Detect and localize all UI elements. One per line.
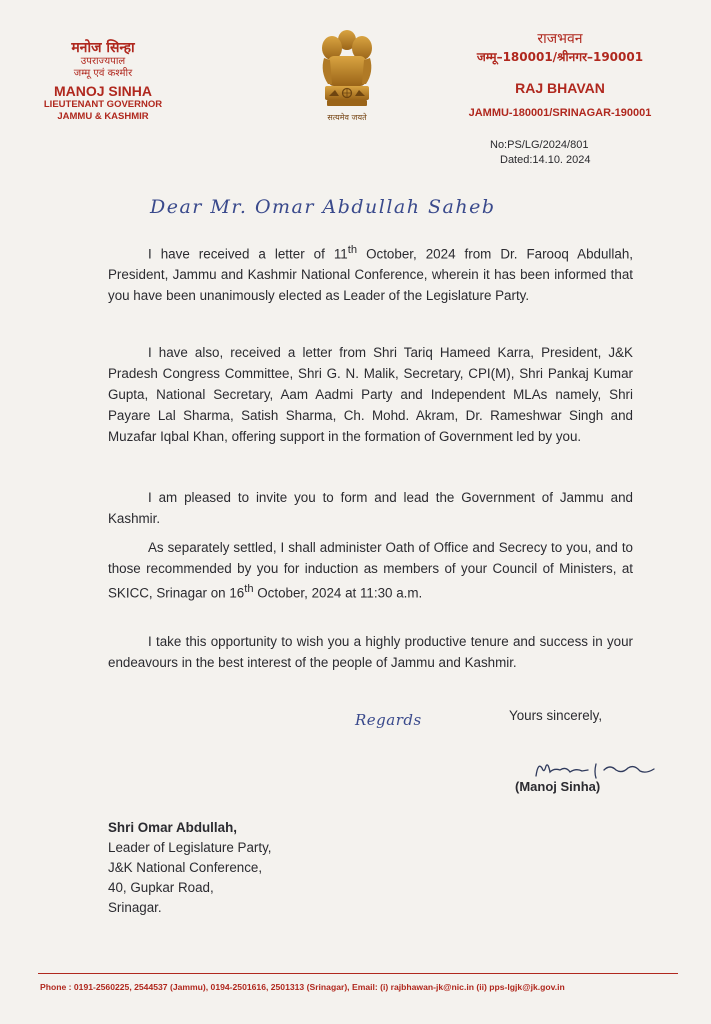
addressee-line: J&K National Conference, [108, 860, 263, 875]
paragraph-4-text-cont: October, 2024 at 11:30 a.m. [253, 585, 423, 601]
official-title: LIEUTENANT GOVERNOR [43, 99, 163, 110]
official-place: JAMMU & KASHMIR [57, 111, 149, 122]
hindi-place: जम्मू एवं कश्मीर [73, 68, 133, 79]
addressee-block [108, 818, 272, 918]
hindi-title: उपराज्यपाल [80, 56, 126, 67]
signatory-name: (Manoj Sinha) [515, 779, 601, 794]
paragraph-5: I take this opportunity to wish you a highly productive tenure and success in your endeavours in the best interest of the people of Jammu and Kashmir. [108, 634, 633, 670]
ordinal-suffix: th [347, 244, 358, 256]
paragraph-2: I have also, received a letter from Shri Tariq Hameed Karra, President, J&K Pradesh Congress Committee, Shri G. N. Malik, Secretary, CPI(M), Shri Pankaj Kumar Gupta, National Secretary, Aam Aadmi Party and Independent MLAs namely, Shri Payare Lal Sharma, Satish Sharma, Ch. Mohd. Akram, Dr. Rameshwar Singh and Muzafar Iqbal Khan, offering support in the formation of Government led by you. [108, 345, 633, 444]
office-name: RAJ BHAVAN [515, 80, 605, 96]
paragraph-3: I am pleased to invite you to form and lead the Government of Jammu and Kashmir. [108, 490, 633, 526]
office-address: JAMMU-180001/SRINAGAR-190001 [468, 107, 652, 119]
ordinal-suffix: th [244, 583, 254, 595]
hindi-office: राजभवन [537, 31, 583, 47]
addressee-name: Shri Omar Abdullah, [108, 820, 237, 835]
letterhead-right [440, 30, 680, 120]
handwritten-regards: Regards [355, 711, 422, 729]
footer-divider [38, 973, 678, 974]
paragraph-1-text: I have received a letter of 11 [148, 246, 348, 262]
letterhead-left [28, 40, 178, 123]
state-emblem-icon [310, 24, 384, 124]
paragraph-4 [108, 537, 633, 603]
footer-contact: Phone : 0191-2560225, 2544537 (Jammu), 0194-2501616, 2501313 (Srinagar), Email: (i) rajbhawan-jk@nic.in (ii) pps-lgjk@jk.gov.in [40, 982, 565, 992]
closing: Yours sincerely, [509, 708, 603, 723]
official-name: MANOJ SINHA [53, 83, 152, 99]
reference-number: No:PS/LG/2024/801 [490, 139, 589, 151]
addressee-line: Srinagar. [108, 900, 162, 915]
addressee-line: 40, Gupkar Road, [108, 880, 214, 895]
hindi-name: मनोज सिन्हा [71, 40, 135, 56]
paragraph-4-text: As separately settled, I shall administer Oath of Office and Secrecy to you, and to those recommended by you for induction as members of your Council of Ministers, at SKICC, Srinagar on 16 [108, 540, 633, 601]
paragraph-1-text-cont: October, 2024 from Dr. Farooq Abdullah, President, Jammu and Kashmir National Conference, wherein it has been informed that you have been unanimously elected as Leader of the Legislature Party. [108, 246, 633, 304]
paragraph-1 [108, 240, 633, 306]
reference-date: Dated:14.10. 2024 [500, 154, 591, 166]
hindi-address: जम्मू–180001/श्रीनगर–190001 [476, 50, 644, 64]
emblem-motto: सत्यमेव जयते [327, 113, 367, 122]
salutation: Dear Mr. Omar Abdullah Saheb [150, 196, 496, 218]
addressee-line: Leader of Legislature Party, [108, 840, 272, 855]
